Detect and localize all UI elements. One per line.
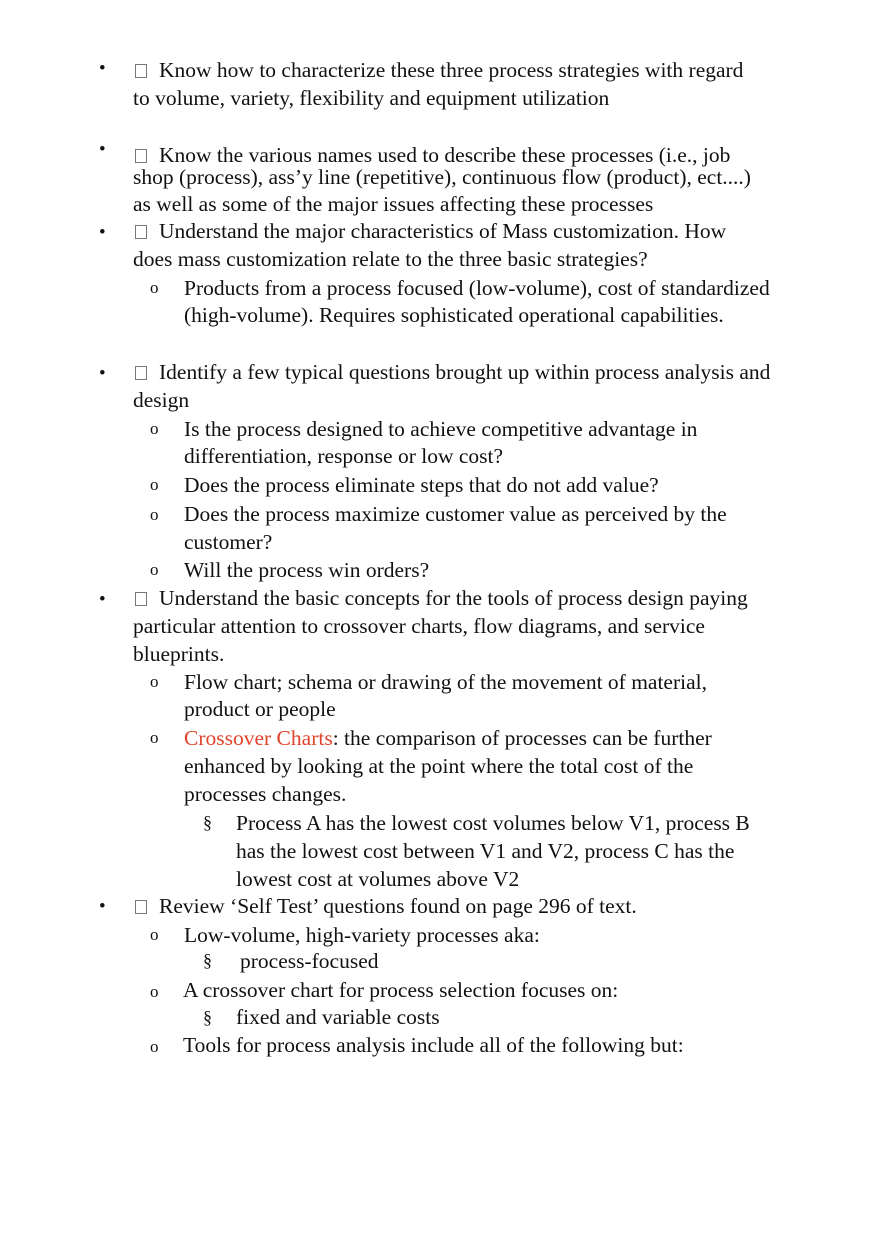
sub-bullet-marker: o <box>150 475 159 494</box>
list-item-continuation: blueprints. <box>133 642 225 666</box>
checkbox-icon <box>135 64 147 78</box>
section-bullet-marker: § <box>203 812 212 832</box>
section-bullet-marker: § <box>203 1007 212 1027</box>
sub-list-item: Products from a process focused (low-volume), cost of standardized <box>184 276 770 300</box>
list-item-continuation: particular attention to crossover charts, flow diagrams, and service <box>133 614 705 638</box>
checkbox-icon <box>135 592 147 606</box>
third-level-item-continuation: has the lowest cost between V1 and V2, process C has the <box>236 839 735 863</box>
bullet-marker: • <box>99 222 106 243</box>
sub-list-item: Tools for process analysis include all of the following but: <box>183 1033 684 1057</box>
sub-list-item-continuation: (high-volume). Requires sophisticated operational capabilities. <box>184 303 724 327</box>
sub-bullet-marker: o <box>150 728 159 747</box>
sub-list-item: Is the process designed to achieve competitive advantage in <box>184 417 698 441</box>
sub-list-item: Will the process win orders? <box>184 558 430 582</box>
list-item-continuation: does mass customization relate to the three basic strategies? <box>133 247 648 271</box>
sub-bullet-marker: o <box>150 419 159 438</box>
checkbox-icon <box>135 366 147 380</box>
third-level-item-continuation: lowest cost at volumes above V2 <box>236 867 520 891</box>
sub-bullet-marker: o <box>150 982 159 1001</box>
list-item: Understand the major characteristics of Mass customization. How <box>133 218 833 246</box>
section-bullet-marker: § <box>203 950 212 970</box>
bullet-marker: • <box>99 363 106 384</box>
sub-list-item: Crossover Charts: the comparison of processes can be further <box>184 726 712 750</box>
sub-bullet-marker: o <box>150 560 159 579</box>
list-item: Understand the basic concepts for the tools of process design paying <box>133 585 833 613</box>
list-item-continuation: as well as some of the major issues affecting these processes <box>133 192 654 216</box>
sub-list-item: Does the process maximize customer value as perceived by the <box>184 502 727 526</box>
sub-list-item-continuation: differentiation, response or low cost? <box>184 444 504 468</box>
third-level-item: process-focused <box>240 949 379 973</box>
sub-list-item: Low-volume, high-variety processes aka: <box>184 923 540 947</box>
sub-list-item-continuation: product or people <box>184 697 336 721</box>
bullet-marker: • <box>99 58 106 79</box>
sub-list-item-continuation: enhanced by looking at the point where the total cost of the <box>184 754 694 778</box>
sub-bullet-marker: o <box>150 925 159 944</box>
crossover-charts-link[interactable]: Crossover Charts <box>184 726 333 750</box>
list-item: Know the various names used to describe these processes (i.e., job <box>133 142 833 170</box>
list-item: Know how to characterize these three process strategies with regard <box>133 57 833 85</box>
bullet-marker: • <box>99 896 106 917</box>
sub-list-item: Does the process eliminate steps that do not add value? <box>184 473 659 497</box>
list-item-continuation: to volume, variety, flexibility and equipment utilization <box>133 86 610 110</box>
sub-list-item-continuation: processes changes. <box>184 782 347 806</box>
checkbox-icon <box>135 900 147 914</box>
third-level-item: Process A has the lowest cost volumes below V1, process B <box>236 811 750 835</box>
third-level-item: fixed and variable costs <box>236 1005 440 1029</box>
checkbox-icon <box>135 225 147 239</box>
sub-bullet-marker: o <box>150 1037 159 1056</box>
sub-bullet-marker: o <box>150 278 159 297</box>
list-item-continuation: shop (process), ass’y line (repetitive), continuous flow (product), ect....) <box>133 165 751 189</box>
list-item: Identify a few typical questions brought up within process analysis and <box>133 359 833 387</box>
sub-bullet-marker: o <box>150 505 159 524</box>
sub-list-item: A crossover chart for process selection focuses on: <box>183 978 619 1002</box>
sub-list-item: Flow chart; schema or drawing of the movement of material, <box>184 670 708 694</box>
bullet-marker: • <box>99 139 106 160</box>
list-item-continuation: design <box>133 388 190 412</box>
list-item: Review ‘Self Test’ questions found on page 296 of text. <box>133 893 833 921</box>
bullet-marker: • <box>99 589 106 610</box>
sub-bullet-marker: o <box>150 672 159 691</box>
checkbox-icon <box>135 149 147 163</box>
sub-list-item-continuation: customer? <box>184 530 273 554</box>
